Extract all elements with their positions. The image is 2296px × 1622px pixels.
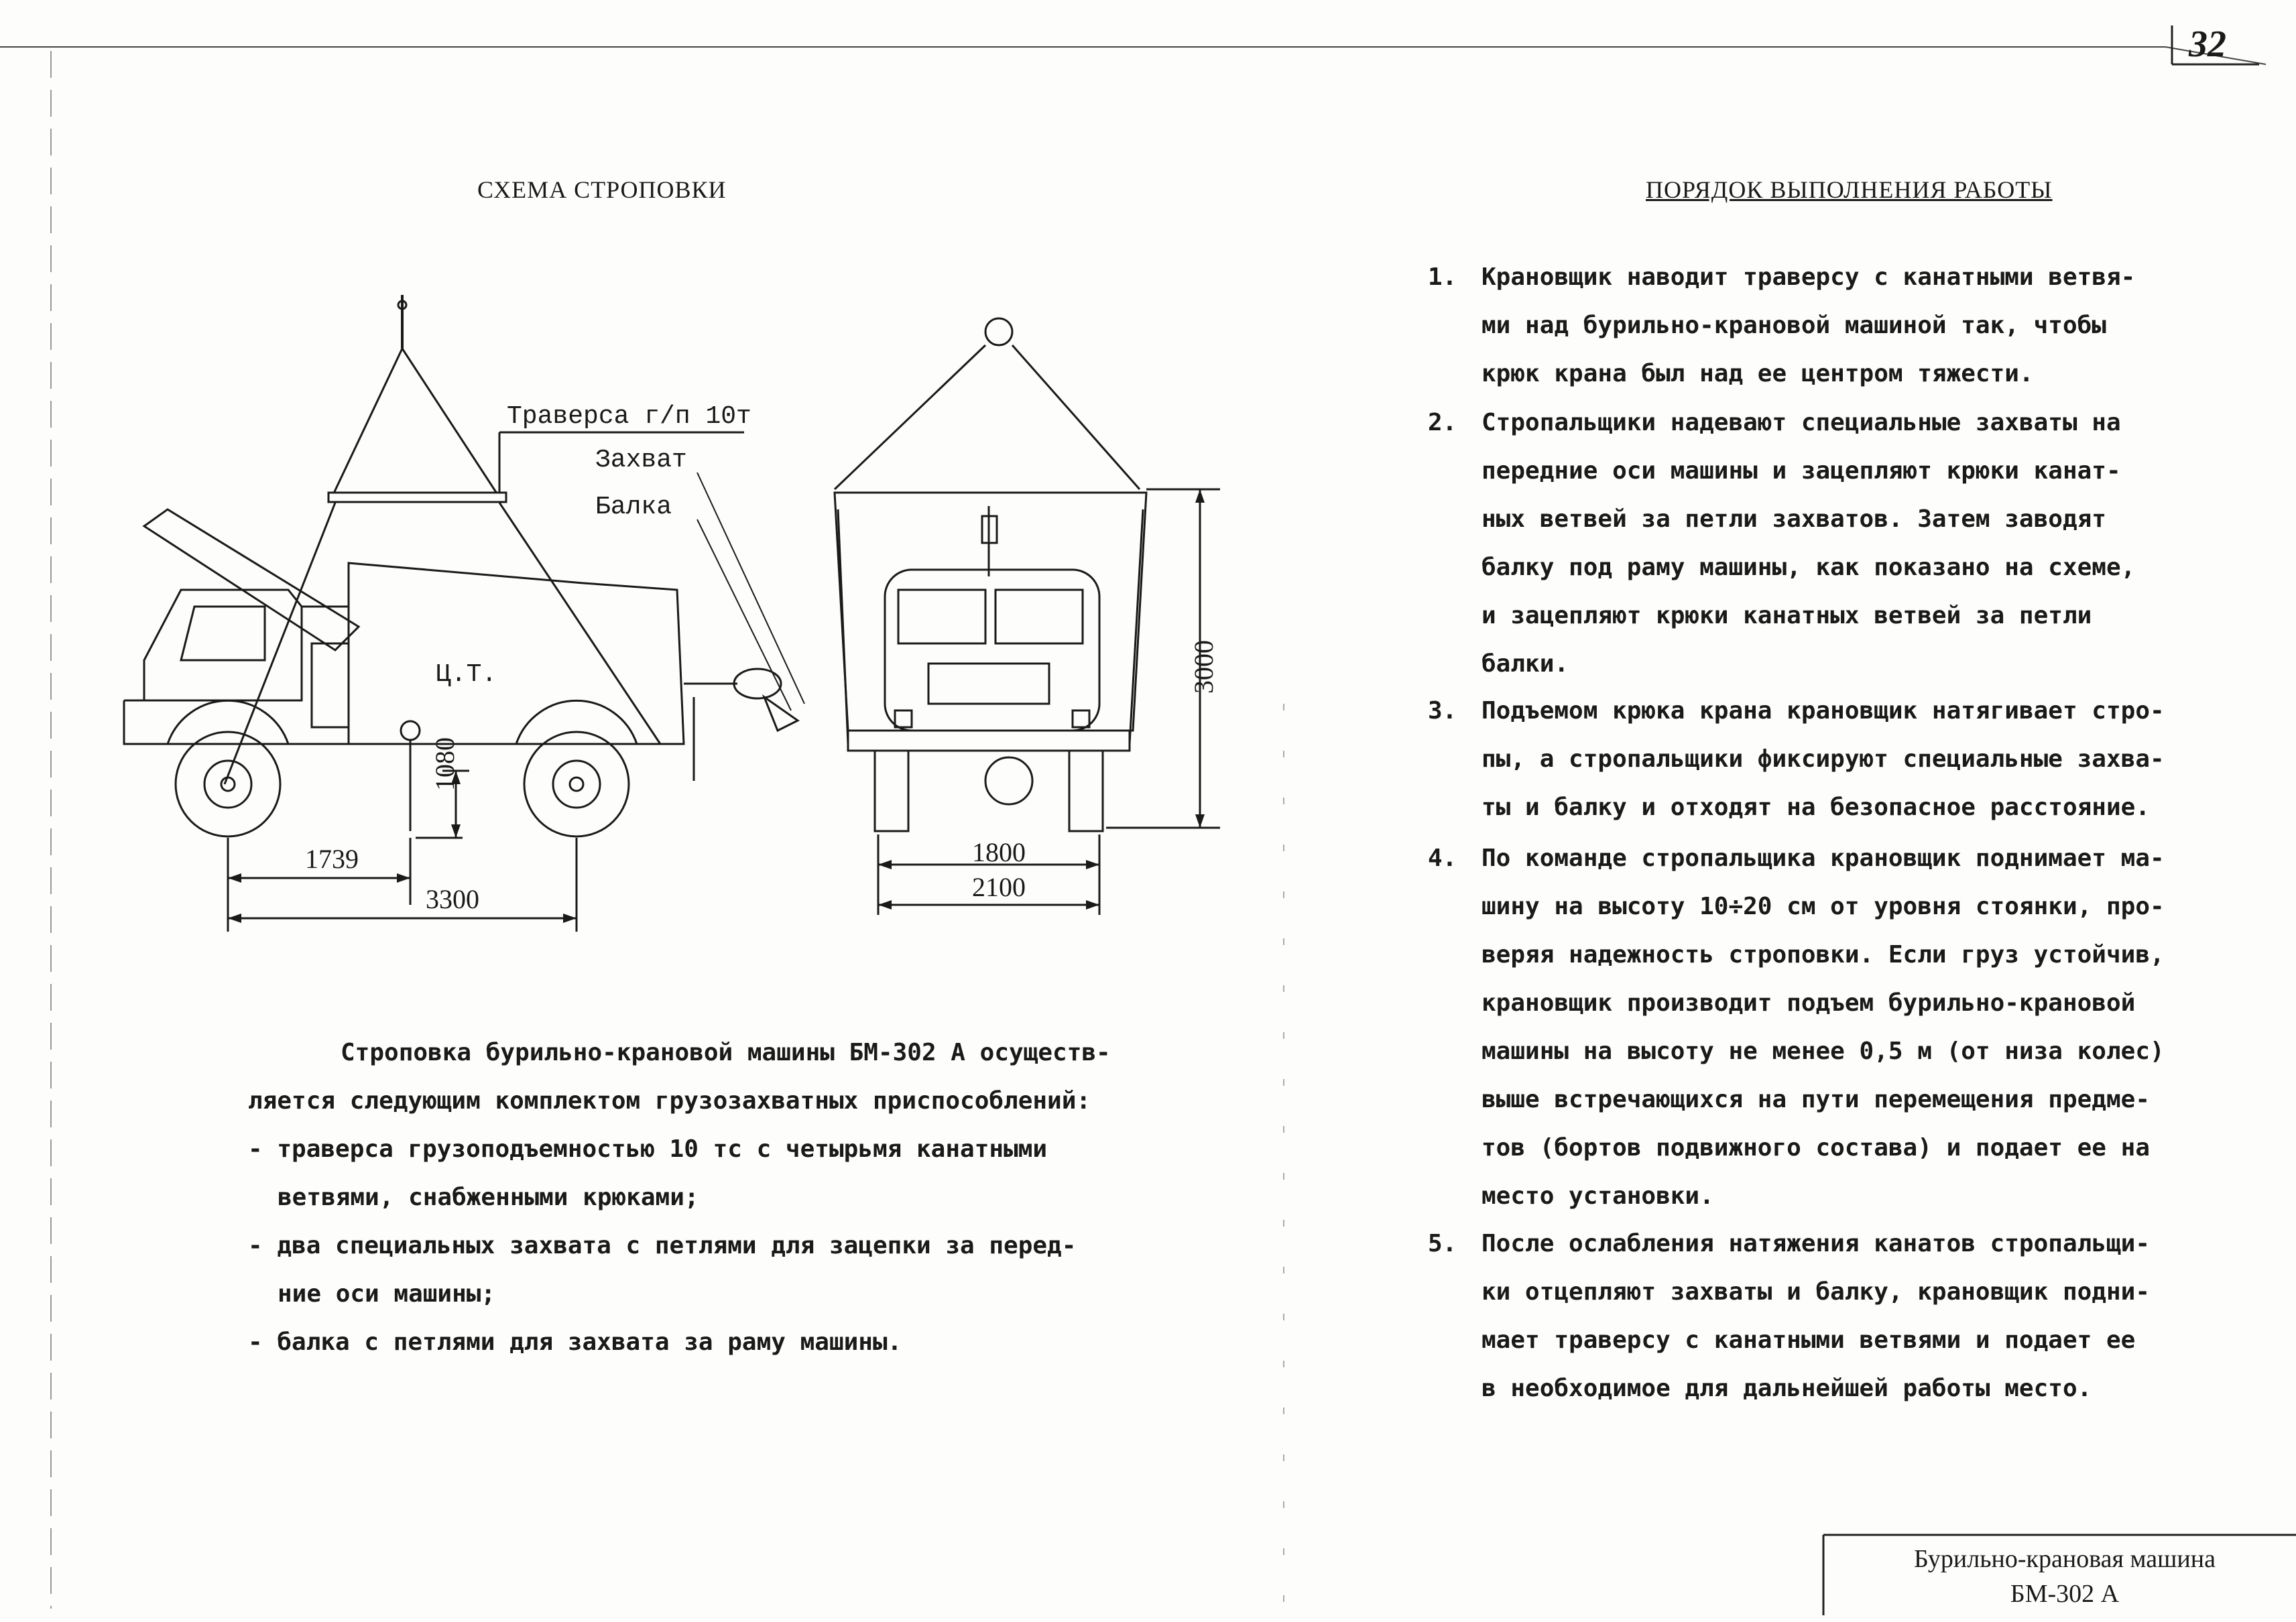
footer-line-1: Бурильно-крановая машина — [1914, 1545, 2216, 1573]
center-of-gravity-label: Ц.Т. — [436, 660, 497, 689]
grip-label: Захват — [595, 446, 687, 475]
desc-line: Строповка бурильно-крановой машины БМ-302 А осуществ- — [341, 1039, 1111, 1066]
desc-line: ляется следующим комплектом грузозахватных приспособлений: — [248, 1087, 1091, 1115]
dim-2100: 2100 — [972, 872, 1026, 902]
sling-set-description — [248, 1029, 1140, 1367]
step-text: Подъемом крюка крана крановщик натягивает стро- пы, а стропальщики фиксируют специальные захва- ты и балку и отходят на безопасное расстояние. — [1482, 697, 2165, 821]
step-number: 5. — [1428, 1230, 1457, 1257]
step-number: 2. — [1428, 409, 1457, 436]
dim-3000: 3000 — [1189, 640, 1219, 694]
step-number: 3. — [1428, 697, 1457, 725]
desc-line: ние оси машины; — [278, 1280, 496, 1308]
step-text: Стропальщики надевают специальные захваты на передние оси машины и зацепляют крюки канат- ных ветвей за петли захватов. Затем заводят балку под раму машины, как показано на схеме, и зацепляют крюки канатных ветвей за петли балки. — [1482, 409, 2136, 678]
step-number: 4. — [1428, 845, 1457, 872]
dim-1080: 1080 — [430, 737, 460, 791]
step-text: После ослабления натяжения канатов стропальщи- ки отцепляют захваты и балку, крановщик подни- мает траверсу с канатными ветвями и подает ее в необходимое для дальнейшей работы место. — [1482, 1230, 2150, 1402]
footer-line-2: БМ-302 А — [2010, 1580, 2120, 1608]
footer-title — [1837, 1542, 2293, 1611]
desc-line: - балка с петлями для захвата за раму машины. — [248, 1328, 902, 1356]
work-procedure-title: ПОРЯДОК ВЫПОЛНЕНИЯ РАБОТЫ — [1646, 176, 2053, 203]
step-number: 1. — [1428, 263, 1457, 291]
traverse-label: Траверса г/п 10т — [507, 402, 751, 431]
dim-1739: 1739 — [305, 844, 359, 874]
desc-line: - два специальных захвата с петлями для зацепки за перед- — [248, 1232, 1077, 1259]
desc-line: - траверса грузоподъемностью 10 тс с четырьмя канатными — [248, 1135, 1048, 1163]
dim-3300: 3300 — [426, 884, 479, 914]
desc-line: ветвями, снабженными крюками; — [278, 1184, 699, 1211]
dim-1800: 1800 — [972, 837, 1026, 867]
step-text: По команде стропальщика крановщик поднимает ма- шину на высоту 10÷20 см от уровня стоянки, про- веряя надежность строповки. Если груз устойчив, крановщик производит подъем бурильно-крановой машины на высоту не менее 0,5 м (от низа колес) выше встречающихся на пути перемещения предме- тов (бортов подвижного состава) и подает ее на место установки. — [1482, 845, 2165, 1210]
step-text: Крановщик наводит траверсу с канатными ветвя- ми над бурильно-крановой машиной так, чтобы крюк крана был над ее центром тяжести. — [1482, 263, 2136, 387]
beam-label: Балка — [595, 493, 672, 521]
page-number: 32 — [2189, 23, 2226, 65]
sling-scheme-title: СХЕМА СТРОПОВКИ — [477, 176, 727, 203]
